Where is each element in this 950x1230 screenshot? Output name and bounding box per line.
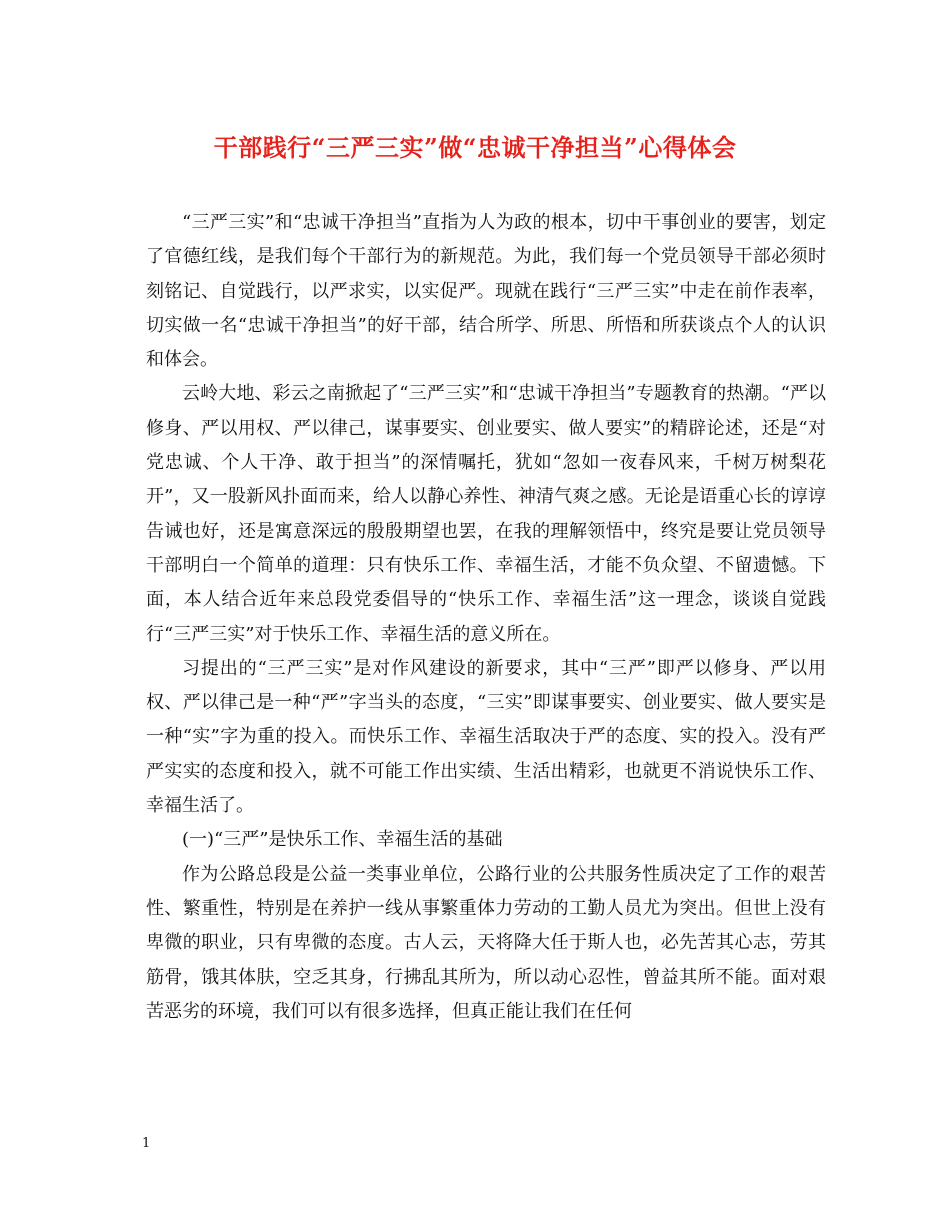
page-number: 1	[142, 1136, 151, 1151]
paragraph: 云岭大地、彩云之南掀起了“三严三实”和“忠诚干净担当”专题教育的热潮。“严以修身、严以用权、严以律己，谋事要实、创业要实、做人要实”的精辟论述，还是“对党忠诚、个人干净、敢于担当”的深情嘱托，犹如“忽如一夜春风来，千树万树梨花开”，又一股新风扑面而来，给人以静心养性、神清气爽之感。无论是语重心长的谆谆告诫也好，还是寓意深远的殷殷期望也罢，在我的理解领悟中，终究是要让党员领导干部明白一个简单的道理：只有快乐工作、幸福生活，才能不负众望、不留遗憾。下面，本人结合近年来总段党委倡导的“快乐工作、幸福生活”这一理念，谈谈自觉践行“三严三实”对于快乐工作、幸福生活的意义所在。	[146, 383, 826, 645]
document-body	[146, 206, 826, 1029]
paragraph: “三严三实”和“忠诚干净担当”直指为人为政的根本，切中干事创业的要害，划定了官德红线，是我们每个干部行为的新规范。为此，我们每一个党员领导干部必须时刻铭记、自觉践行，以严求实，以实促严。现就在践行“三严三实”中走在前作表率，切实做一名“忠诚干净担当”的好干部，结合所学、所思、所悟和所获谈点个人的认识和体会。	[146, 212, 826, 371]
document-title: 干部践行“三严三实”做“忠诚干净担当”心得体会	[213, 133, 737, 162]
paragraph: 习提出的“三严三实”是对作风建设的新要求，其中“三严”即严以修身、严以用权、严以律己是一种“严”字当头的态度，“三实”即谋事要实、创业要实、做人要实是一种“实”字为重的投入。而快乐工作、幸福生活取决于严的态度、实的投入。没有严严实实的态度和投入，就不可能工作出实绩、生活出精彩，也就更不消说快乐工作、幸福生活了。	[146, 657, 826, 817]
section-heading: (一)“三严”是快乐工作、幸福生活的基础	[182, 829, 503, 851]
paragraph: 作为公路总段是公益一类事业单位，公路行业的公共服务性质决定了工作的艰苦性、繁重性，特别是在养护一线从事繁重体力劳动的工勤人员尤为突出。但世上没有卑微的职业，只有卑微的态度。古人云，天将降大任于斯人也，必先苦其心志，劳其筋骨，饿其体肤，空乏其身，行拂乱其所为，所以动心忍性，曾益其所不能。面对艰苦恶劣的环境，我们可以有很多选择，但真正能让我们在任何	[146, 863, 826, 1022]
